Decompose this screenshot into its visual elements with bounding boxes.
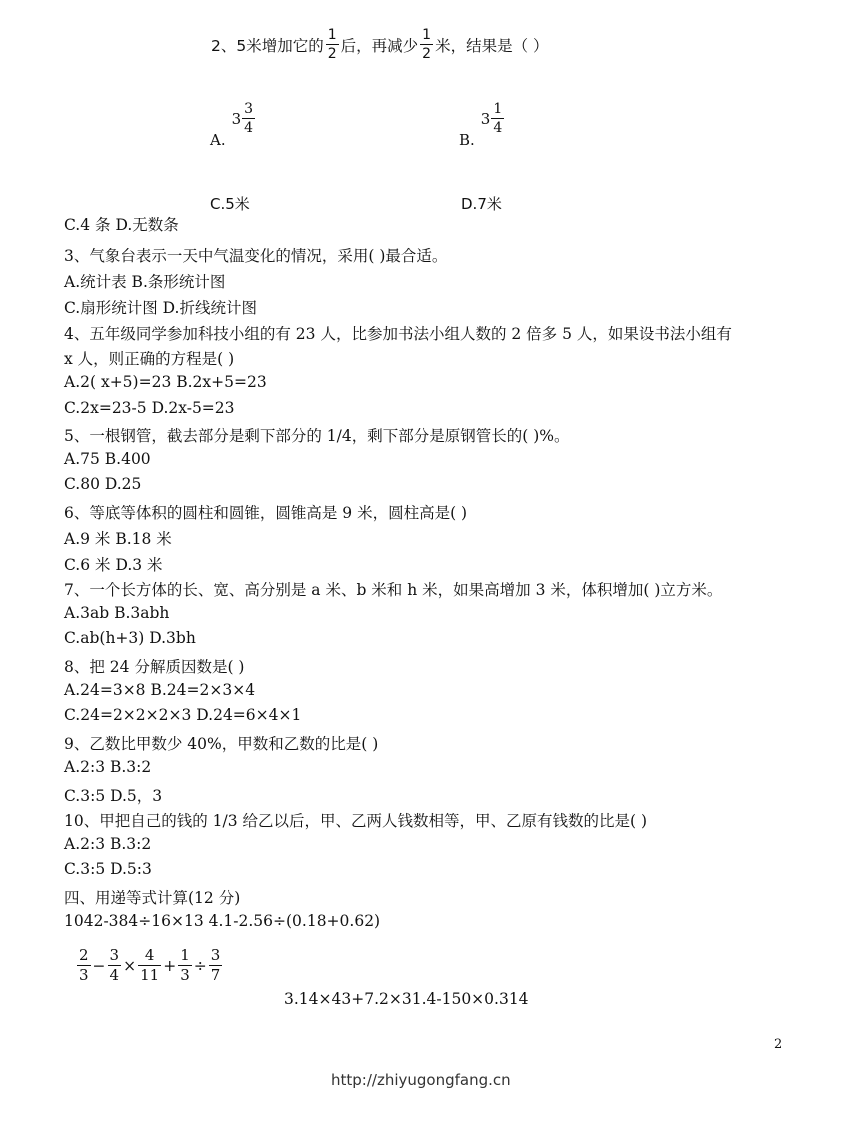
text-line: A.统计表 B.条形统计图 xyxy=(64,273,226,291)
question-2 xyxy=(211,28,549,61)
expr-fraction-4: $\frac{1}{3}$ xyxy=(180,946,190,984)
text-line: A.24=3×8 B.24=2×3×4 xyxy=(64,681,256,699)
q2-option-d: D.7米 xyxy=(461,195,502,213)
text-line: A.2( x+5)=23 B.2x+5=23 xyxy=(64,373,267,391)
q2-option-c: C.5米 xyxy=(210,195,250,213)
text-line: C.3:5 D.5:3 xyxy=(64,860,152,878)
q2-option-b-value: 3 $\frac{1}{4}$ xyxy=(480,101,503,136)
text-line: 6、等底等体积的圆柱和圆锥，圆锥高是 9 米，圆柱高是( ) xyxy=(64,504,468,522)
expr-fraction-5: $\frac{3}{7}$ xyxy=(210,946,221,984)
q2-text-mid: 后，再减少 xyxy=(340,36,419,55)
q2-option-b-label: B. xyxy=(459,131,475,149)
section-heading: 四、用递等式计算(12 分) xyxy=(64,889,241,907)
expr-operator: + xyxy=(163,956,177,975)
footer-url: http://zhiyugongfang.cn xyxy=(331,1071,511,1089)
text-line: A.9 米 B.18 米 xyxy=(64,530,172,548)
q2-text-pre: 2、5米增加它的 xyxy=(211,36,324,55)
page-number: 2 xyxy=(774,1037,783,1052)
text-line: 4、五年级同学参加科技小组的有 23 人，比参加书法小组人数的 2 倍多 5 人，如果设书法小组有 xyxy=(64,325,732,343)
q2-option-b xyxy=(459,101,504,149)
text-line: 7、一个长方体的长、宽、高分别是 a 米、b 米和 h 米，如果高增加 3 米，体积增加( )立方米。 xyxy=(64,581,723,599)
text-line: C.24=2×2×2×3 D.24=6×4×1 xyxy=(64,706,302,724)
q2-option-a-value: 3 $\frac{3}{4}$ xyxy=(231,101,254,136)
expr-fraction-3: $\frac{4}{11}$ xyxy=(140,946,160,984)
text-line: 8、把 24 分解质因数是( ) xyxy=(64,658,245,676)
text-line: A.2:3 B.3:2 xyxy=(64,835,152,853)
expr-fraction-1: $\frac{2}{3}$ xyxy=(79,946,89,984)
q2-text-post: 米，结果是（ ） xyxy=(435,36,549,55)
q2-fraction-1: $\frac{1}{2}$ xyxy=(327,27,337,62)
text-line: 3、气象台表示一天中气温变化的情况，采用( )最合适。 xyxy=(64,247,448,265)
text-line: 5、一根钢管，截去部分是剩下部分的 1/4，剩下部分是原钢管长的( )%。 xyxy=(64,427,570,445)
text-line: A.3ab B.3abh xyxy=(64,604,170,622)
q2-option-a-label: A. xyxy=(210,131,226,149)
fraction-expression xyxy=(76,948,223,983)
q2-option-a xyxy=(210,101,255,149)
text-line: C.6 米 D.3 米 xyxy=(64,556,163,574)
expr-operator: − xyxy=(92,956,106,975)
text-line: C.2x=23-5 D.2x-5=23 xyxy=(64,399,235,417)
text-line: 9、乙数比甲数少 40%，甲数和乙数的比是( ) xyxy=(64,735,379,753)
text-line: x 人，则正确的方程是( ) xyxy=(64,350,235,368)
expr-fraction-2: $\frac{3}{4}$ xyxy=(109,946,120,984)
expr-operator: ÷ xyxy=(193,956,207,975)
text-line: C.ab(h+3) D.3bh xyxy=(64,629,196,647)
text-line: A.2:3 B.3:2 xyxy=(64,758,152,776)
decimal-expression: 3.14×43+7.2×31.4-150×0.314 xyxy=(284,990,529,1008)
text-line: C.4 条 D.无数条 xyxy=(64,216,179,234)
text-line: C.扇形统计图 D.折线统计图 xyxy=(64,299,257,317)
text-line: A.75 B.400 xyxy=(64,450,151,468)
text-line: C.3:5 D.5，3 xyxy=(64,787,163,805)
expr-operator: × xyxy=(123,956,137,975)
text-line: C.80 D.25 xyxy=(64,475,142,493)
q2-fraction-2: $\frac{1}{2}$ xyxy=(422,27,432,62)
text-line: 1042-384÷16×13 4.1-2.56÷(0.18+0.62) xyxy=(64,912,381,930)
text-line: 10、甲把自己的钱的 1/3 给乙以后，甲、乙两人钱数相等，甲、乙原有钱数的比是( ) xyxy=(64,812,648,830)
